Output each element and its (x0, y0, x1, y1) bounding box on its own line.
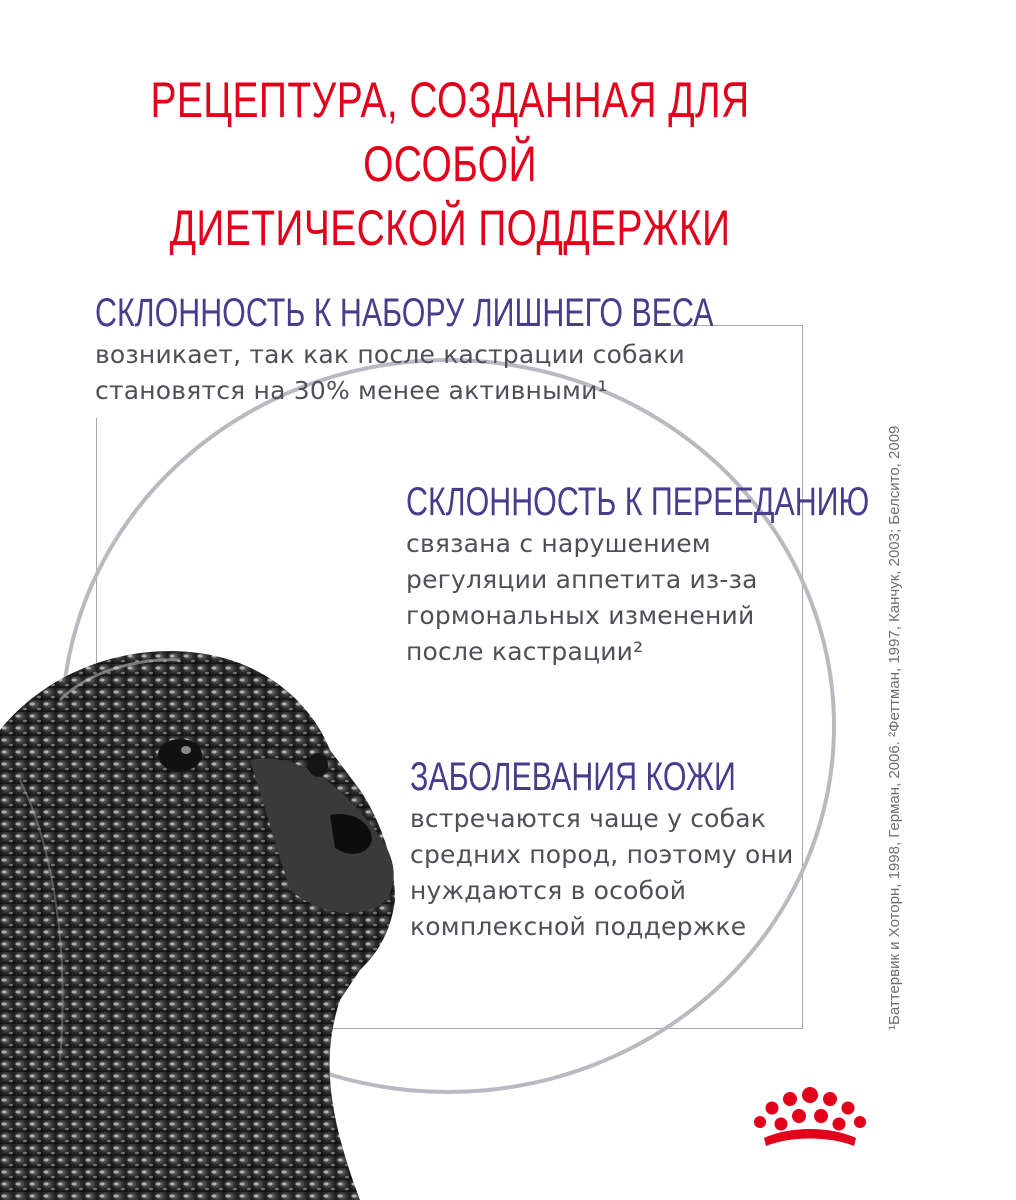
references-text: ¹Баттервик и Хоторн, 1998, Герман, 2006. ²Феттман, 1997, Канчук, 2003; Белсито, 2009 (886, 425, 903, 1030)
dog-photo (0, 640, 420, 1200)
info-block-weight (95, 293, 909, 409)
info-line: связана с нарушением (406, 529, 711, 558)
info-line: нуждаются в особой (410, 876, 687, 905)
page-title (99, 68, 801, 260)
title-line-2: ДИЕТИЧЕСКОЙ ПОДДЕРЖКИ (169, 200, 731, 256)
info-body (410, 801, 839, 945)
royal-canin-crown-logo (750, 1086, 870, 1154)
info-body (95, 337, 909, 409)
info-line: возникает, так как после кастрации собаки (95, 340, 685, 369)
info-block-skin (410, 757, 839, 945)
info-line: после кастрации² (406, 637, 644, 666)
info-heading: СКЛОННОСТЬ К ПЕРЕЕДАНИЮ (406, 480, 870, 524)
info-block-overeating (406, 482, 1016, 670)
info-heading: ЗАБОЛЕВАНИЯ КОЖИ (410, 755, 736, 799)
info-line: регуляции аппетита из-за (406, 565, 758, 594)
info-line: комплексной поддержке (410, 912, 747, 941)
title-line-1: РЕЦЕПТУРА, СОЗДАННАЯ ДЛЯ ОСОБОЙ (150, 72, 750, 192)
info-heading: СКЛОННОСТЬ К НАБОРУ ЛИШНЕГО ВЕСА (95, 291, 714, 335)
info-body (406, 526, 1016, 670)
info-line: встречаются чаще у собак (410, 804, 767, 833)
info-line: становятся на 30% менее активными¹ (95, 376, 608, 405)
info-line: средних пород, поэтому они (410, 840, 794, 869)
info-line: гормональных изменений (406, 601, 755, 630)
